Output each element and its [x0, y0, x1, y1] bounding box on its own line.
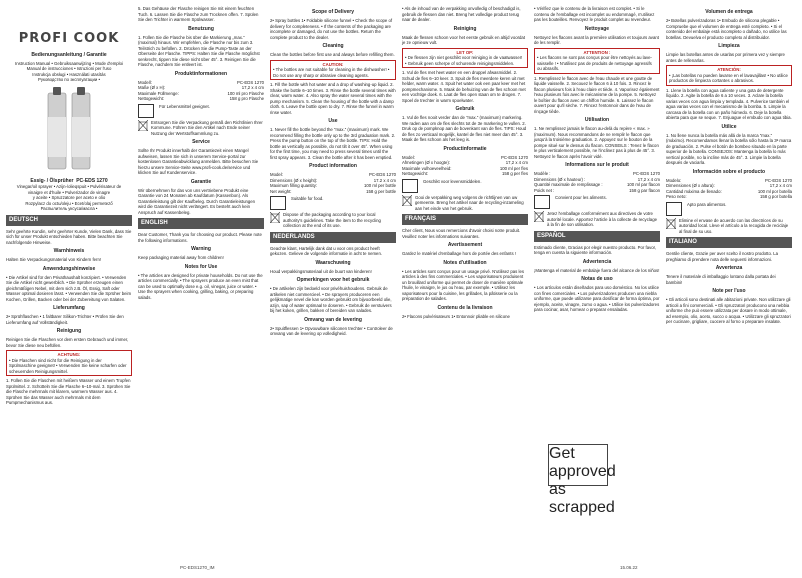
nl-scope-cont: • Als de inhoud van de verpakking onvolledig of beschadigd is, gebruik de flessen dan niet. Breng het volledige product terug naar de dealer. [402, 6, 521, 22]
en-scope: 2• Spray bottles 1• Foldable silicone funnel • Check the scope of delivery for completeness. • If the contents of the packaging are incomplete or damaged, do not use the bottles. Return the complete product to the dealer. [270, 18, 393, 40]
es-info-table: Modelo: PC-EDS 1270 Dimensiones (Ø x altura): 17,2 x 4 cm Cantidad máxima de llenado: 100 ml por botella Peso neto: 158 g por botella [666, 177, 792, 199]
es-use2: 1. No llene nunca la botella más allá de la marca “max.” (máximo). Recomendamos llenar la botella sólo hasta la 3ª marca de graduación. 2. Pulse el botón de bombeo situado en la parte superior de la botella. CONSEJOS: Mantenga la botella lo más vertical posible, no la incline más de 45°. 3. Limpie la botella después de vaciarla. [666, 132, 792, 165]
fr-clean-heading: Nettoyage [584, 25, 610, 32]
nl-caution-box: LET OP: • De flessen zijn niet geschikt voor reiniging in de vaatwasser! • Gebruik geen scherpe of schurende reinigingsmiddelen. [402, 48, 528, 69]
en-info-heading: Product information [309, 163, 357, 169]
de-intro: Sehr geehrte Kundin, sehr geehrter Kunde, Vielen Dank, dass Sie sich für unser Produkt entschieden haben. Bitte beachten Sie nachfolgende Hinweise. [6, 228, 132, 245]
es-disposal-note: Elimine el envase de acuerdo con las directrices de su autoridad local. Lleve el artículo a la recogida de reciclaje al final de su uso. [666, 218, 792, 235]
es-clean-steps: 1. Llene la botella con agua caliente y una gota de detergente líquido. 2. Agite la botella de 6 a 10 veces. 3. Aclare la botella varias veces con agua limpia y templada. 4. Pulverice también el agua varias veces con el mecanismo de la bomba. 5. Limpie la carcasa de la botella con un paño húmedo. 6. Deje la botella abierta para que se seque. 7. Enjuague el embudo con agua tibia. [666, 87, 792, 120]
nl-use: • De artikelen zijn bedoeld voor privéhuishoudens. Gebruik de artikelen niet commercieel. • De sprayers produceren een gelijkmatige nevel die kan worden gebruikt om bijvoorbeeld olie, azijn, sap of water optimaal te doseren. • Gebruik de verstuivers bij het koken, grillen, bakken of bereiden van salades. [270, 286, 392, 313]
es-clean-heading: Limpieza [718, 43, 740, 49]
product-image-area [6, 83, 132, 179]
de-usage-heading: Benutzung [188, 25, 214, 32]
lang-header-en: ENGLISH [138, 218, 264, 229]
de-use: • Die Artikel sind für den Privathaushalt konzipiert. • Verwenden Sie die Artikel nicht gewerblich. • Die Sprüher erzeugen einen gleichmäßigen Nebel, mit dem sich z.B. Öl, Essig, Saft oder Wasser optimal dosieren lässt. • Verwenden Sie die Sprüher beim Kochen, Grillen, Backen oder bei der Zubereitung von Salaten. [6, 274, 132, 302]
food-safe-icon [534, 195, 550, 209]
column-6 [666, 6, 792, 327]
de-warn-heading: Warnhinweis [53, 248, 85, 254]
de-scope-heading: Lieferumfang [53, 305, 85, 311]
es-warn-heading: Advertencia [582, 258, 612, 265]
recycle-bin-icon [666, 218, 676, 229]
product-name-line: Essig- / Ölsprüher PC-EDS 1270 [30, 177, 108, 184]
column-1 [6, 6, 132, 408]
recycle-bin-icon [402, 195, 412, 206]
fr-warn-heading: Avertissement [447, 242, 483, 248]
fr-use: • Les articles sont conçus pour un usage privé. N'utilisez pas les articles à des fins commerciales. • Les vaporisateurs produisent un brouillard uniforme qui permet de doser de manière optimale l'huile, le vinaigre, le jus ou l'eau, par exemple. • Utilisez les vaporisateurs pour la cuisine, les grillades, la pâtisserie ou la préparation de salades. [402, 268, 524, 301]
food-safe-icon [402, 179, 418, 193]
fr-use-heading: Notes d'utilisation [443, 259, 487, 266]
nl-info-table: Model: PC-EDS 1270 Afmetingen (Ø x hoogte): 17,2 x 4 cm Maximale vulhoeveelheid: 100 ml per fles Nettogewicht: 158 g per fles [402, 154, 528, 176]
en-disposal-note: Dispose of the packaging according to your local authority's guidelines. Take the item to the recycling collection at the end of its use. [270, 212, 396, 229]
it-warn-heading: Avvertenza [715, 265, 743, 271]
nl-disposal-note: Gooi de verpakking weg volgens de richtlijnen van uw gemeente. Breng het artikel naar de recycling-inzameling aan het einde van het gebruik. [402, 195, 528, 212]
en-use2-heading: Use [328, 118, 338, 124]
es-use-heading: Notas de uso [581, 276, 613, 282]
spray-bottles-image [44, 87, 96, 173]
de-use-heading: Anwendungshinweise [42, 265, 96, 272]
recycle-bin-icon [534, 211, 544, 222]
fr-clean-steps: 1. Remplissez le flacon avec de l'eau chaude et une goutte de liquide vaisselle. 2. Secouez le flacon 6 à 10 fois. 3. Rincez le flacon plusieurs fois à l'eau claire et tiède. 4. Vaporisez également l'eau plusieurs fois avec le mécanisme de la pompe. 5. Nettoyez le boîtier du flacon avec un chiffon humide. 6. Laissez le flacon ouvert pour qu'il sèche. 7. Rincez l'entonnoir dans de l'eau de rinçage tiède. [534, 75, 660, 114]
nl-use2-heading: Gebruik [455, 106, 475, 112]
de-clean-heading: Reinigung [56, 328, 82, 334]
es-use: • Los artículos están diseñados para uso doméstico. No los utilice con fines comerciales. • Los pulverizadores producen una niebla uniforme, que puede utilizarse para dosificar de forma óptima, por ejemplo, aceite, vinagre, zumo o agua. • Utilice los pulverizadores para cocinar, asar, hornear o preparar ensaladas. [534, 285, 660, 312]
de-service-heading: Service [192, 139, 210, 145]
es-intro: Estimado cliente, Gracias por elegir nuestro producto. Por favor, tenga en cuenta la siguiente información. [534, 244, 657, 255]
fr-use2-heading: Utilisation [584, 117, 610, 123]
nl-clean: Maak de flessen schoon voor het eerste gebruik en altijd voordat je ze opnieuw vult. [402, 34, 526, 45]
column-2 [138, 6, 264, 302]
de-warranty-heading: Garantie [190, 178, 212, 185]
de-clean-cont: 5. Das Gehäuse der Flasche reinigen Sie mit einem feuchten Tuch. 6. Lassen Sie die Flasche zum Trocknen offen. 7. Spülen Sie den Trichter in warmem Spülwasser. [138, 6, 259, 22]
de-warranty: Wir übernehmen für das von uns vertriebene Produkt eine Garantie von 24 Monaten ab Kaufdatum (Kassenbon). Als Garantieleistung gilt der Kaufbeleg. Durch Garantieleistungen wird die Garantiezeit nicht verlängert. Es besteht auch kein Anspruch auf Kassenbeleg. [138, 187, 256, 215]
product-subtitles: Vinegar/oil sprayer • Azijn-/olieqspuit • Pulvérisateur de vinaigre et d'huile • Pulverizador de vinagre y aceite • Spruzzatore per aceto e olio Rozpylacz do octu/oleju • Ecet/olaj permetező Распылитель уксуса/масла • [16, 184, 122, 211]
de-food-note: Für Lebensmittel geeignet. [138, 104, 264, 118]
es-use2-heading: Utilice [721, 123, 737, 130]
en-clean-steps: 1. Fill the bottle with hot water and a drop of washing-up liquid. 2. Shake the bottle 6–10 times. 3. Rinse the bottle several times with clear, warm water. 4. Also spray the water several times with the pump mechanism. 5. Clean the housing of the bottle with a damp cloth. 6. Leave the bottle open to dry. 7. Rinse the funnel in warm rinse water. [270, 82, 396, 115]
fr-clean: Nettoyez les flacons avant la première utilisation et toujours avant de les remplir. [534, 34, 659, 45]
es-warn: ¡Mantenga el material de embalaje fuera del alcance de los niños! [534, 267, 660, 273]
footer-right: 15.06.22 [620, 565, 638, 570]
nl-scope-heading: Omvang van de levering [304, 316, 362, 323]
de-service: Sollte Ihr Produkt innerhalb der Garantiezeit einen Mangel aufweisen, lassen Sie sich in unserem Service-portal zur kostenlosen Garantieabwicklung anmelden. Bitte besuchen Sie hierzu unsere Service-Seite www.profi-cook.de/service und klicken Sie auf Kundenservice. [138, 148, 259, 175]
nl-scope: 2• Spuitflessen 1• Opvouwbare siliconen trechter • Controleer de omvang van de levering op volledigheid. [270, 325, 393, 336]
lang-header-it: ITALIANO [666, 237, 792, 248]
es-info-heading: Información sobre el producto [692, 168, 766, 175]
es-scope-heading: Volumen de entrega [705, 9, 753, 15]
manual-title: Bedienungsanleitung / Garantie [31, 51, 107, 58]
es-caution-box: ATENCIÓN: • ¡Las botellas no pueden lavarse en el lavavajillas! • No utilice productos de limpieza cortantes o abrasivos. [666, 65, 792, 86]
en-intro: Dear Customer, Thank you for choosing our product. Please note the following informations. [138, 232, 262, 243]
de-clean-steps: 1. Füllen Sie die Flaschen mit heißem Wasser und einem Tropfen Spülmittel. 2. Schütteln Sie die Flasche 6–10-mal. 3. Sprühen Sie die Flasche mehrmals mit klarem, warmem Wasser aus. 4. Sprühen Sie das Wasser auch mehrmals mit dem Pumpmechanismus aus. [6, 378, 131, 405]
en-clean-heading: Cleaning [322, 43, 344, 49]
es-scope: 2• Botellas pulverizadoras 1• Embudo de silicona plegable • Compruebe que el volumen de entrega esté completo. • Si el contenido del embalaje está incompleto o dañado, no utilice las botellas. Devuelva el producto completo al distribuidor. [666, 18, 787, 40]
en-caution-box: CAUTION: • The bottles are not suitable for cleaning in the dishwasher! • Do not use any sharp or abrasive cleaning agents. [270, 60, 396, 81]
fr-use2: 1. Ne remplissez jamais le flacon au-delà du repère « max. » (maximum). Nous recommandons de ne remplir le flacon que jusqu'à la troisième graduation. 2. Appuyez sur le bouton de la pompe situé sur le dessus du flacon. CONSEILS : Tenez le flacon le plus verticalement possible, ne l'inclinez pas à plus de 45°. 3. Nettoyez le flacon après l'avoir vidé. [534, 126, 659, 159]
it-use-heading: Note per l'uso [712, 288, 746, 294]
fr-food-note: Convient pour les aliments. [534, 195, 660, 209]
nl-warn-heading: Waarschuwing [315, 259, 351, 266]
nl-food-note: Geschikt voor levensmiddelen. [402, 179, 528, 193]
de-info-table: Modell: PC-EDS 1270 Maße (Ø x H): 17,2 x 4 cm Maximale Füllmenge: 100 ml pro Flasche Nettogewicht: 158 g pro Flasche [138, 79, 264, 101]
food-safe-icon [666, 202, 682, 216]
brand-logo: PROFI COOK [18, 31, 120, 46]
en-clean: Clean the bottles before first use and always before refilling them. [270, 52, 395, 57]
fr-intro: Cher client, Nous vous remercions d'avoir choisi notre produit. Veuillez noter les informations suivantes. [402, 228, 521, 239]
lang-header-es: ESPAÑOL [534, 231, 660, 242]
lang-header-nl: NEDERLANDS [270, 232, 396, 243]
lang-header-fr: FRANÇAIS [402, 214, 528, 225]
fr-info-table: Modèle : PC-EDS 1270 Dimensions (Ø x hauteur) : 17,2 x 4 cm Quantité maximale de remplissage : 100 ml par flacon Poids net : 158 g par flacon [534, 171, 660, 193]
en-use2: 1. Never fill the bottle beyond the “max.” (maximum) mark. We recommend filling the bottle only up to the 3rd graduation mark. 2. Press the pump button on the top of the bottle. TIPS: Hold the bottle as vertically as possible, do not tilt it over 45°. When using for the first time, you may need to press several times until the first spray appears. 3. Clean the bottle after it has been emptied. [270, 127, 396, 160]
food-safe-icon [138, 104, 154, 118]
nl-intro: Geachte klant, Hartelijk dank dat u voor ons product heeft gekozen. Gelieve de volgende informatie in acht te nemen. [270, 245, 383, 256]
es-food-note: Apto para alimentos. [666, 202, 792, 216]
de-disposal-note: Entsorgen Sie die Verpackung gemäß den Richtlinien Ihrer Kommune. Führen Sie den Artikel nach Ende seiner Nutzung der Wertstoffsammlung zu. [138, 120, 264, 137]
column-3 [270, 6, 396, 339]
de-info-heading: Produktinformationen [174, 70, 228, 77]
fr-scope-cont: • Vérifiez que le contenu de la livraison est complet. • Si le contenu de l'emballage est incomplet ou endommagé, n'utilisez pas les bouteilles. Renvoyez le produit complet au revendeur. [534, 6, 655, 22]
food-safe-icon [270, 196, 286, 210]
fr-scope: 2• Flacons pulvérisateurs 1• Entonnoir pliable en silicone [402, 313, 510, 319]
de-warn: Halten Sie Verpackungsmaterial von Kindern fern! [6, 257, 102, 262]
it-warn: Tenere il materiale di imballaggio lontano dalla portata dei bambini! [666, 274, 776, 285]
de-clean: Reinigen Sie die Flaschen vor dem ersten Gebrauch und immer, bevor Sie diese neu befüllen. [6, 337, 129, 348]
nl-clean-heading: Reiniging [453, 25, 477, 32]
fr-info-heading: Informations sur le produit [565, 162, 629, 168]
en-warn-heading: Warning [191, 246, 211, 252]
en-warn: Keep packaging material away from children! [138, 255, 224, 260]
fr-disposal-note: Jetez l'emballage conformément aux directives de votre autorité locale. Apportez l'article à la collecte de recyclage à la fin de son utilisation. [534, 211, 660, 228]
en-food-note: Suitable for food. [270, 196, 396, 210]
nl-info-heading: Productinformatie [443, 145, 487, 152]
language-list: Instruction Manual • Gebruiksaanwijzing • Mode d'emploi Manual de instrucciones • Istruzioni per l'uso Instrukcja obsługi • Használati utasítás Руководство по эксплуатации • [15, 60, 123, 82]
en-use-heading: Notes for Use [184, 263, 218, 270]
nl-use2: 1. Vul de fles nooit verder dan de “max.” (maximum) markering. We raden aan om de fles slechts tot de 3e markering te vullen. 2. Druk op de pompknop aan de bovenkant van de fles. TIPS: Houd de fles zo verticaal mogelijk, kantel de fles niet meer dan 45°. 3. Maak de fles schoon als het leeg is. [402, 115, 527, 142]
fr-caution-box: ATTENTION : • Les flacons ne sont pas conçus pour être nettoyés au lave-vaisselle ! • N'utilisez pas de produits de nettoyage agressifs ou abrasifs. [534, 48, 660, 74]
nl-use-heading: Opmerkingen voor het gebruik [296, 277, 370, 283]
it-intro: Gentile cliente, Grazie per aver scelto il nostro prodotto. La preghiamo di prendere nota delle seguenti informazioni. [666, 251, 779, 262]
de-scope: 2• Sprühflaschen • 1 faltbarer Silikon-Trichter • Prüfen Sie den Lieferumfang auf Vollständigkeit. [6, 314, 124, 325]
recycle-bin-icon [138, 120, 148, 131]
fr-warn: Gardez le matériel d'emballage hors de portée des enfants ! [402, 251, 517, 256]
de-usage: 1. Füllen Sie die Flasche bis über die Markierung „max.“ (maximal) hinaus. Wir empfehlen, die Flasche nur bis zum 3. Teilstrich zu befüllen. 2. Drücken Sie die Pump-Taste an der Oberseite der Flasche. TIPPS: Halten Sie die Flasche möglichst senkrecht, tippen Sie diese nicht über 45°. 3. Reinigen Sie die Flasche, nachdem Sie entleert ist. [138, 34, 260, 67]
en-info-table: Model: PC-EDS 1270 Dimensions (Ø x height): 17.2 x 4 cm Maximum filling quantity: 100 ml per bottle Net weight: 158 g per bottle [270, 172, 396, 194]
footer-left: PC-EDS1270_IM [180, 565, 215, 570]
es-clean: Limpie las botellas antes de usarlas por primera vez y siempre antes de rellenarlas. [666, 52, 785, 63]
fr-scope-heading: Contenu de la livraison [437, 304, 493, 311]
recycle-bin-icon [270, 212, 280, 223]
column-5 [534, 6, 660, 315]
it-use: • Gli articoli sono destinati alle abitazioni private. Non utilizzare gli articoli a fini commerciali. • Gli spruzzatori producono una nebbia uniforme che può essere utilizzata per dosare in modo ottimale, ad esempio, olio, aceto, succo o acqua. • Utilizzare gli spruzzatori per cucinare, grigliare, cuocere al forno o preparare insalate. [666, 297, 791, 324]
en-use: • The articles are designed for private households. Do not use the articles commercially. • The sprayers produce an even mist that can be used to optimally dose e.g. oil, vinegar, juice or water. • Use the sprayers when cooking, grilling, baking, or preparing salads. [138, 272, 263, 300]
lang-header-de: DEUTSCH [6, 215, 132, 226]
column-4 [402, 6, 528, 321]
recycling-certificate-logo: Get approved as scrapped [549, 445, 616, 516]
en-scope-heading: Scope of Delivery [312, 9, 354, 15]
nl-clean-steps: 1. Vul de fles met heet water en een druppel afwasmiddel. 2. Schud de fles 6–10 keer. 3. Spuit de fles meerdere keren uit met helder, warm water. 4. Spuit het water ook een paar keer met het pompmechanisme. 5. Maak de behuizing van de fles schoon met een vochtige doek. 6. Laat de fles open staan om te drogen. 7. Spoel de trechter in warm spoelwater. [402, 70, 526, 103]
nl-warn: Houd verpakkingsmateriaal uit de buurt van kinderen! [270, 268, 372, 274]
de-caution-box: ACHTUNG: • Die Flaschen sind nicht für die Reinigung in der Spülmaschine geeignet! • Verwenden Sie keine scharfen oder scheuernden Reinigungsmittel. [6, 350, 132, 376]
